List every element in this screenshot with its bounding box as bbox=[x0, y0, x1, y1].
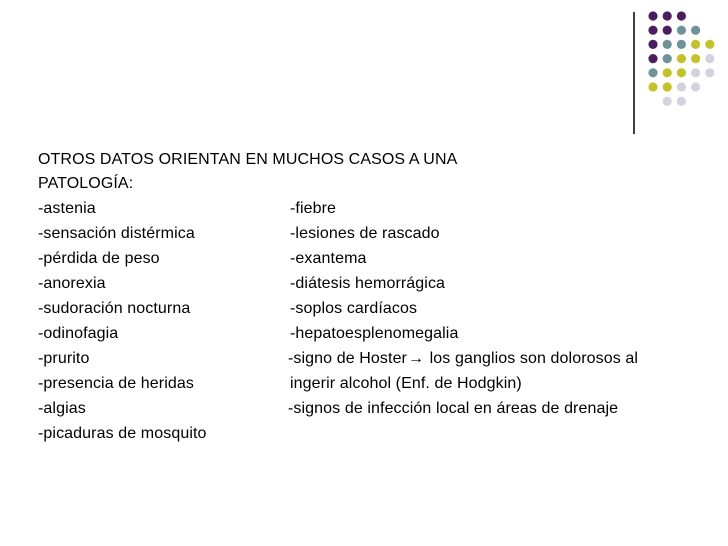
sign-soplos-cardiacos: -soplos cardíacos bbox=[290, 300, 418, 317]
sign-hoster-suffix: los ganglios son dolorosos al bbox=[425, 350, 639, 367]
decor-dot-purple bbox=[677, 11, 686, 20]
decor-dot-lavender bbox=[705, 54, 714, 63]
symptom-algias: -algias bbox=[38, 400, 86, 417]
symptom-prurito: -prurito bbox=[38, 350, 90, 367]
dot-pattern bbox=[648, 11, 714, 105]
heading-line-2: PATOLOGÍA: bbox=[38, 175, 134, 192]
sign-infeccion-local: -signos de infección local en áreas de drenaje bbox=[288, 400, 619, 417]
decor-dot-lavender bbox=[677, 82, 686, 91]
sign-hoster-prefix: -signo de Hoster bbox=[288, 350, 407, 367]
sign-exantema: -exantema bbox=[290, 250, 367, 267]
symptom-astenia: -astenia bbox=[38, 200, 96, 217]
decor-dot-olive bbox=[705, 40, 714, 49]
decor-dot-purple bbox=[648, 40, 657, 49]
decor-dot-lavender bbox=[691, 68, 700, 77]
decor-dot-teal bbox=[648, 68, 657, 77]
decor-dot-purple bbox=[648, 26, 657, 35]
sign-lesiones-de-rascado: -lesiones de rascado bbox=[290, 225, 440, 242]
decor-dot-teal bbox=[677, 40, 686, 49]
decor-dot-teal bbox=[663, 54, 672, 63]
decor-dot-olive bbox=[691, 54, 700, 63]
decor-dot-purple bbox=[648, 54, 657, 63]
symptom-perdida-de-peso: -pérdida de peso bbox=[38, 250, 160, 267]
symptom-picaduras-de-mosquito: -picaduras de mosquito bbox=[38, 425, 207, 442]
decor-dot-lavender bbox=[677, 97, 686, 106]
symptom-sudoracion-nocturna: -sudoración nocturna bbox=[38, 300, 191, 317]
heading-line-1: OTROS DATOS ORIENTAN EN MUCHOS CASOS A UNA bbox=[38, 151, 458, 168]
sign-diatesis-hemorragica: -diátesis hemorrágica bbox=[290, 275, 446, 292]
symptom-presencia-de-heridas: -presencia de heridas bbox=[38, 375, 194, 392]
decor-dot-teal bbox=[677, 26, 686, 35]
decor-dot-olive bbox=[677, 68, 686, 77]
decor-dot-purple bbox=[663, 26, 672, 35]
sign-hoster bbox=[288, 349, 638, 369]
sign-fiebre: -fiebre bbox=[290, 200, 337, 217]
sign-hoster-continuation: ingerir alcohol (Enf. de Hodgkin) bbox=[290, 375, 522, 392]
arrow-right-icon: → bbox=[408, 350, 425, 367]
decor-dot-olive bbox=[663, 68, 672, 77]
decor-dot-lavender bbox=[663, 97, 672, 106]
decor-dot-teal bbox=[663, 40, 672, 49]
decor-dot-teal bbox=[691, 26, 700, 35]
decor-dot-olive bbox=[648, 82, 657, 91]
decor-dot-purple bbox=[663, 11, 672, 20]
decor-dot-olive bbox=[677, 54, 686, 63]
decor-dot-olive bbox=[691, 40, 700, 49]
symptom-anorexia: -anorexia bbox=[38, 275, 106, 292]
sign-hepatoesplenomegalia: -hepatoesplenomegalia bbox=[290, 325, 459, 342]
symptom-sensacion-distermica: -sensación distérmica bbox=[38, 225, 195, 242]
decor-dot-lavender bbox=[705, 68, 714, 77]
decor-dot-lavender bbox=[691, 82, 700, 91]
decor-dot-olive bbox=[663, 82, 672, 91]
decor-dot-purple bbox=[648, 11, 657, 20]
symptom-odinofagia: -odinofagia bbox=[38, 325, 119, 342]
